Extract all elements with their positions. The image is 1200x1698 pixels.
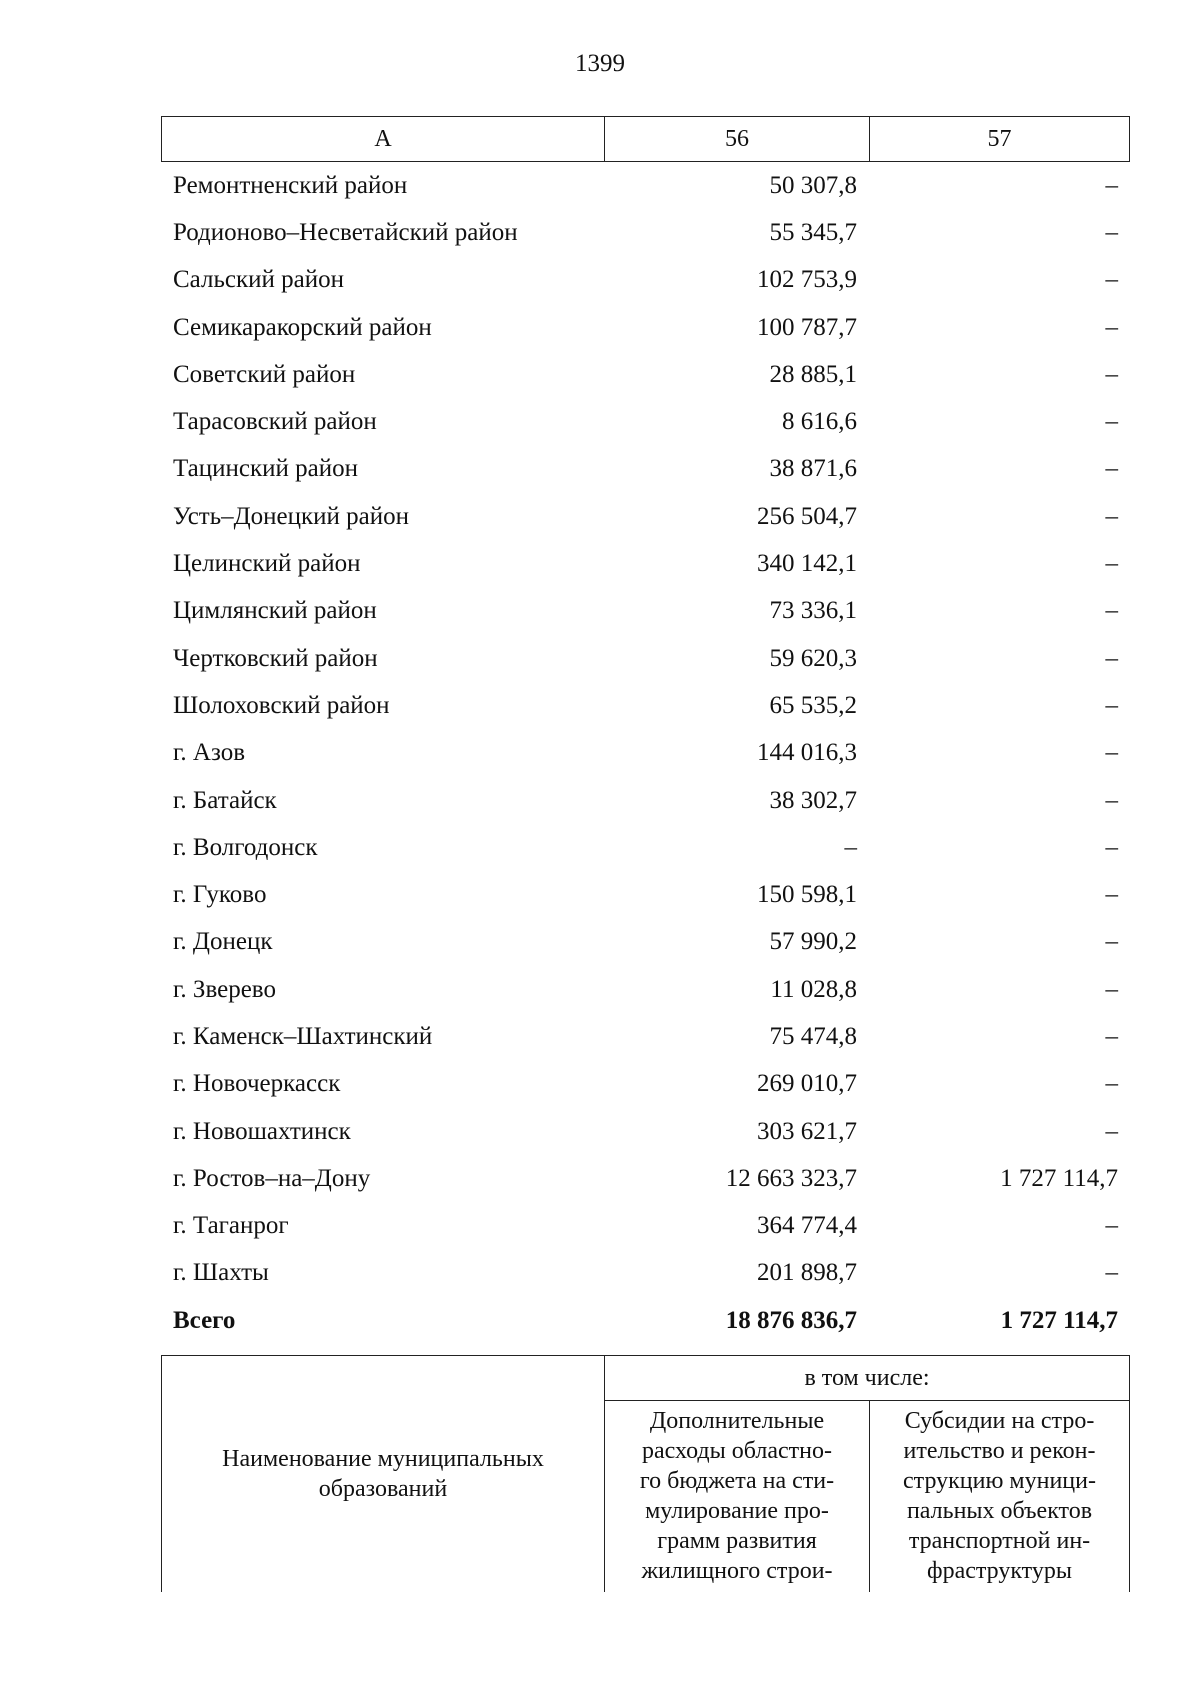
row-name: г. Новошахтинск (173, 1117, 351, 1145)
header-col-56: 56 (605, 117, 870, 161)
header-line: струкцию муници- (903, 1468, 1096, 1494)
row-value-57: – (1105, 1117, 1118, 1145)
row-value-56: 340 142,1 (757, 550, 857, 578)
including-header: в том числе: (605, 1356, 1129, 1401)
row-value-57: – (1105, 360, 1118, 388)
data-table (161, 116, 1130, 1344)
row-value-57: – (1105, 691, 1118, 719)
row-value-57: – (1105, 786, 1118, 814)
header-line: ительство и рекон- (903, 1438, 1096, 1464)
table-row (161, 1250, 1130, 1297)
row-value-57: – (1105, 266, 1118, 294)
row-value-57: – (1105, 1022, 1118, 1050)
row-value-57: – (1105, 881, 1118, 909)
total-v57: 1 727 114,7 (1000, 1306, 1118, 1334)
header-line: транспортной ин- (908, 1528, 1091, 1554)
row-value-56: – (844, 833, 857, 861)
row-name: г. Зверево (173, 975, 276, 1003)
row-value-57: – (1105, 1070, 1118, 1098)
header-line: пальных объектов (906, 1498, 1093, 1524)
table-row (161, 1013, 1130, 1060)
row-value-57: – (1105, 408, 1118, 436)
row-name: г. Гуково (173, 881, 267, 909)
row-value-56: 100 787,7 (757, 313, 857, 341)
municipality-name-header (162, 1356, 605, 1592)
header-line: Дополнительные (649, 1408, 825, 1434)
row-name: Ремонтненский район (173, 171, 408, 199)
row-value-56: 73 336,1 (769, 597, 857, 625)
table-row (161, 1203, 1130, 1250)
row-value-57: 1 727 114,7 (1000, 1164, 1118, 1192)
table-row (161, 824, 1130, 871)
table-row (161, 493, 1130, 540)
table-row (161, 398, 1130, 445)
row-name: Тарасовский район (173, 408, 377, 436)
row-value-57: – (1105, 644, 1118, 672)
row-value-56: 269 010,7 (757, 1070, 857, 1098)
row-name: г. Шахты (173, 1259, 269, 1287)
row-value-56: 28 885,1 (769, 360, 857, 388)
header-col-57: 57 (987, 125, 1012, 152)
row-value-56: 11 028,8 (770, 975, 857, 1003)
row-value-56: 75 474,8 (769, 1022, 857, 1050)
row-value-57: – (1105, 550, 1118, 578)
row-value-56: 303 621,7 (757, 1117, 857, 1145)
header-line: Наименование муниципальных (222, 1446, 544, 1472)
table-row (161, 1061, 1130, 1108)
table-header (161, 116, 1130, 162)
row-value-56: 38 871,6 (769, 455, 857, 483)
table-row (161, 1108, 1130, 1155)
row-value-56: 364 774,4 (757, 1212, 857, 1240)
housing-expenses-header (605, 1400, 870, 1592)
header-line: жилищного строи- (641, 1558, 833, 1584)
row-name: г. Донецк (173, 928, 273, 956)
row-value-57: – (1105, 975, 1118, 1003)
table-row (161, 209, 1130, 256)
table-row (161, 540, 1130, 587)
row-name: Чертковский район (173, 644, 378, 672)
row-value-56: 144 016,3 (757, 739, 857, 767)
row-value-56: 150 598,1 (757, 881, 857, 909)
table-row (161, 635, 1130, 682)
row-value-56: 38 302,7 (769, 786, 857, 814)
table-row (161, 446, 1130, 493)
table-row (161, 162, 1130, 209)
row-name: г. Волгодонск (173, 833, 318, 861)
table-row (161, 871, 1130, 918)
row-value-56: 55 345,7 (769, 218, 857, 246)
row-value-57: – (1105, 928, 1118, 956)
row-name: г. Таганрог (173, 1212, 289, 1240)
row-value-57: – (1105, 455, 1118, 483)
row-value-57: – (1105, 1259, 1118, 1287)
row-value-57: – (1105, 1212, 1118, 1240)
row-name: Целинский район (173, 550, 361, 578)
row-name: Сальский район (173, 266, 344, 294)
row-value-57: – (1105, 833, 1118, 861)
table-row (161, 588, 1130, 635)
row-name: г. Ростов–на–Дону (173, 1164, 371, 1192)
row-value-57: – (1105, 502, 1118, 530)
row-name: Тацинский район (173, 455, 358, 483)
total-row (161, 1297, 1130, 1344)
row-value-56: 50 307,8 (769, 171, 857, 199)
row-value-56: 256 504,7 (757, 502, 857, 530)
header-line: го бюджета на сти- (639, 1468, 835, 1494)
total-label: Всего (173, 1306, 236, 1334)
row-name: г. Батайск (173, 786, 277, 814)
table-row (161, 966, 1130, 1013)
table-body (161, 162, 1130, 1297)
row-name: Шолоховский район (173, 691, 390, 719)
row-value-56: 201 898,7 (757, 1259, 857, 1287)
row-value-56: 12 663 323,7 (725, 1164, 857, 1192)
table-row (161, 730, 1130, 777)
row-value-57: – (1105, 313, 1118, 341)
row-name: Цимлянский район (173, 597, 377, 625)
header-line: расходы областно- (642, 1438, 832, 1464)
row-value-56: 59 620,3 (769, 644, 857, 672)
row-name: г. Каменск–Шахтинский (173, 1022, 433, 1050)
header-line: Субсидии на стро- (904, 1408, 1095, 1434)
row-name: г. Азов (173, 739, 246, 767)
row-value-56: 57 990,2 (769, 928, 857, 956)
row-value-57: – (1105, 218, 1118, 246)
row-value-56: 8 616,6 (782, 408, 857, 436)
row-name: Семикаракорский район (173, 313, 432, 341)
row-value-56: 102 753,9 (757, 266, 857, 294)
header-line: образований (318, 1476, 448, 1502)
table-row (161, 1155, 1130, 1202)
header-line: мулирование про- (645, 1498, 829, 1524)
row-value-57: – (1105, 171, 1118, 199)
row-value-57: – (1105, 597, 1118, 625)
row-value-57: – (1105, 739, 1118, 767)
row-value-56: 65 535,2 (769, 691, 857, 719)
table-row (161, 257, 1130, 304)
row-name: Родионово–Несветайский район (173, 218, 518, 246)
second-table-header (161, 1355, 1130, 1592)
header-col-a: А (162, 117, 605, 161)
header-line: фраструктуры (927, 1558, 1072, 1584)
header-line: грамм развития (657, 1528, 817, 1554)
table-row (161, 682, 1130, 729)
total-v56: 18 876 836,7 (725, 1306, 857, 1334)
transport-subsidy-header (870, 1400, 1129, 1592)
row-name: Советский район (173, 360, 356, 388)
table-row (161, 919, 1130, 966)
table-row (161, 351, 1130, 398)
row-name: Усть–Донецкий район (173, 502, 410, 530)
table-row (161, 304, 1130, 351)
table-row (161, 777, 1130, 824)
row-name: г. Новочеркасск (173, 1070, 341, 1098)
page-number: 1399 (575, 50, 625, 77)
